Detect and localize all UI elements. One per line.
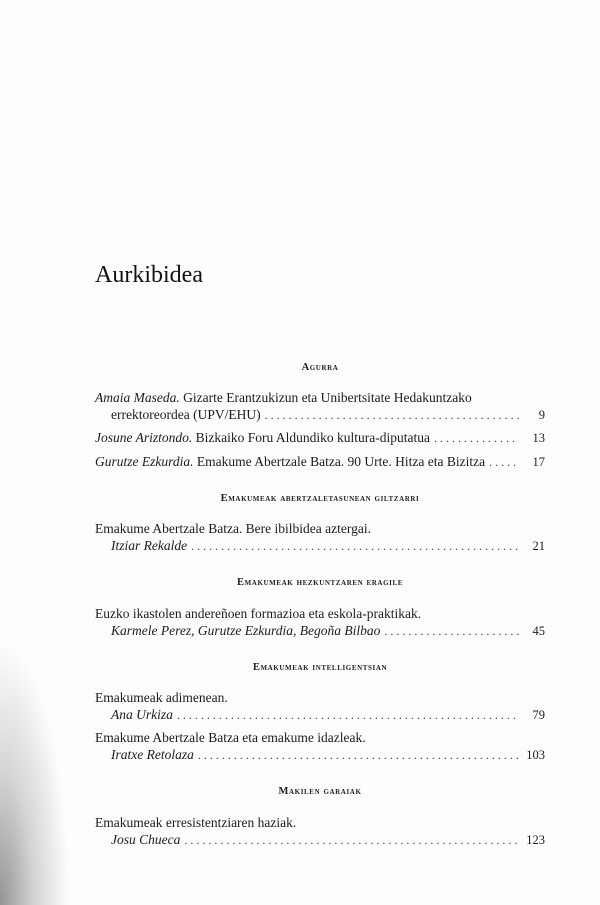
section-heading-intelligentsia: Emakumeak intelligentsian [252, 662, 388, 673]
page-number: 103 [526, 748, 545, 762]
page-number: 9 [538, 408, 545, 422]
entry-title: Emakumeak adimenean. [95, 690, 228, 705]
dot-leader [434, 430, 519, 447]
toc-entry[interactable] [95, 520, 545, 555]
page-number: 13 [532, 431, 545, 445]
entry-author: Ana Urkiza [111, 707, 173, 722]
toc-entry[interactable] [95, 814, 545, 849]
toc-entry[interactable] [95, 453, 545, 471]
page-number: 21 [532, 539, 545, 553]
entry-author: Amaia Maseda. [95, 390, 180, 405]
entry-title: Emakume Abertzale Batza eta emakume idazleak. [95, 730, 366, 745]
entry-author: Karmele Perez, Gurutze Ezkurdia, Begoña Bilbao [111, 623, 381, 638]
entry-title: Emakumeak erresistentziaren haziak. [95, 815, 297, 830]
page-number: 123 [526, 833, 545, 847]
entry-title: Emakume Abertzale Batza. Bere ibilbidea aztergai. [95, 521, 371, 536]
dot-leader [177, 707, 519, 724]
entry-title: Emakume Abertzale Batza. 90 Urte. Hitza eta Bizitza [196, 454, 486, 469]
toc-entry[interactable] [95, 689, 545, 724]
entry-title-continued: errektoreordea (UPV/EHU) [111, 407, 261, 422]
section-heading-makilen-garaiak: Makilen garaiak [278, 786, 362, 797]
section-heading-abertzaletasuna: Emakumeak abertzaletasunean giltzarri [220, 493, 420, 504]
entry-title: Bizkaiko Foru Aldundiko kultura-diputatua [195, 430, 430, 445]
dot-leader [489, 454, 519, 471]
section-heading-agurra: Agurra [301, 362, 339, 373]
dot-leader [384, 623, 519, 640]
dot-leader [198, 747, 519, 764]
dot-leader [265, 407, 519, 424]
toc-entry[interactable] [95, 389, 545, 424]
toc-entry[interactable] [95, 605, 545, 640]
toc-entry[interactable] [95, 429, 545, 447]
dot-leader [184, 832, 519, 849]
page-number: 45 [532, 624, 545, 638]
entry-title: Euzko ikastolen andereñoen formazioa eta eskola-praktikak. [95, 606, 422, 621]
section-heading-hezkuntza: Emakumeak hezkuntzaren eragile [237, 577, 403, 588]
toc-entry[interactable] [95, 729, 545, 764]
entry-author: Gurutze Ezkurdia. [95, 454, 194, 469]
entry-author: Josu Chueca [111, 832, 181, 847]
dot-leader [191, 538, 519, 555]
scan-shadow [0, 640, 70, 905]
entry-author: Iratxe Retolaza [111, 747, 194, 762]
page-number: 17 [532, 455, 545, 469]
page-number: 79 [532, 708, 545, 722]
entry-title: Gizarte Erantzukizun eta Unibertsitate Hedakuntzako [183, 390, 472, 405]
entry-author: Itziar Rekalde [111, 538, 188, 553]
entry-author: Josune Ariztondo. [95, 430, 193, 445]
page-title: Aurkibidea [95, 262, 203, 288]
